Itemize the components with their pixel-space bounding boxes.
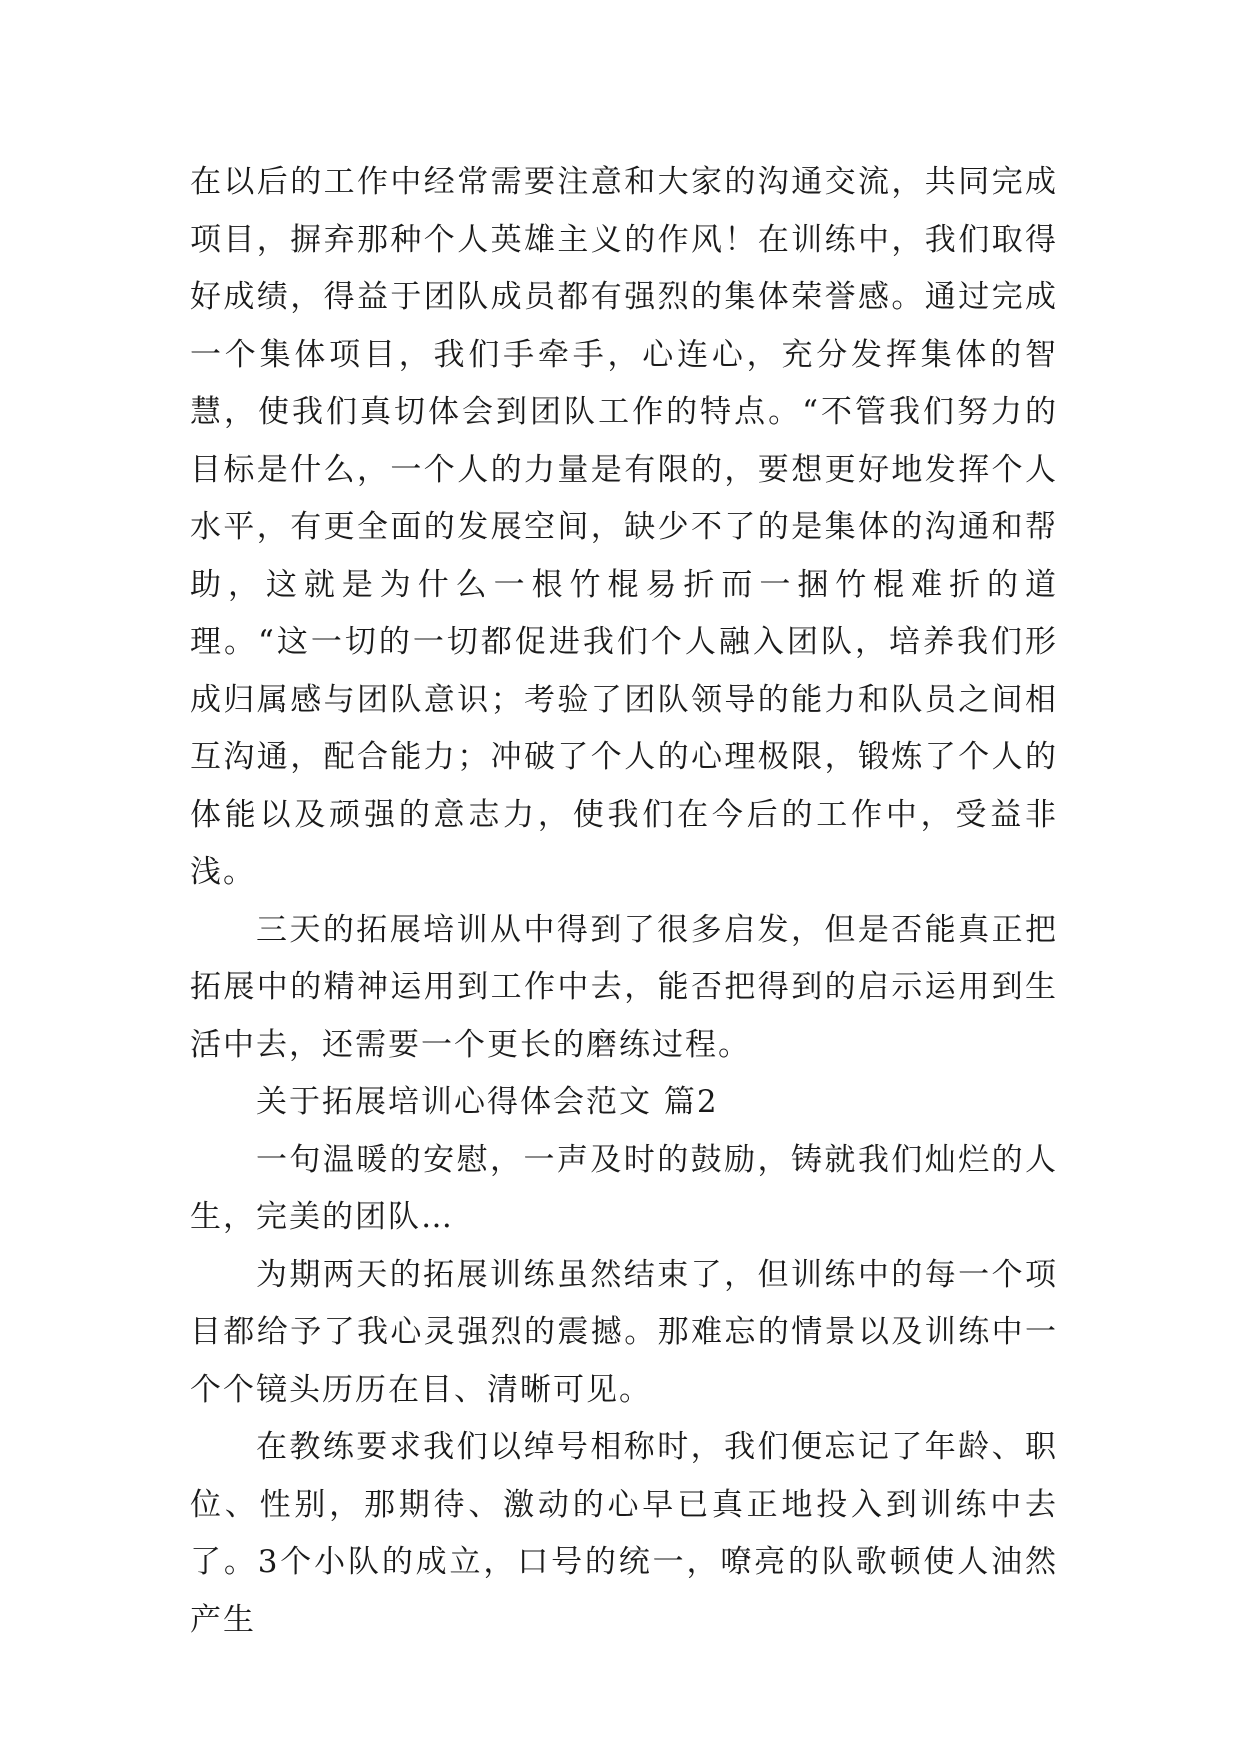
paragraph-2: 三天的拓展培训从中得到了很多启发，但是否能真正把拓展中的精神运用到工作中去，能否把得到的启示运用到生活中去，还需要一个更长的磨练过程。 bbox=[190, 911, 1058, 1063]
paragraph-1: 在以后的工作中经常需要注意和大家的沟通交流，共同完成项目，摒弃那种个人英雄主义的作风！在训练中，我们取得好成绩，得益于团队成员都有强烈的集体荣誉感。通过完成一个集体项目，我们手牵手，心连心，充分发挥集体的智慧，使我们真切体会到团队工作的特点。“不管我们努力的目标是什么，一个人的力量是有限的，要想更好地发挥个人水平，有更全面的发展空间，缺少不了的是集体的沟通和帮助，这就是为什么一根竹棍易折而一捆竹棍难折的道理。“这一切的一切都促进我们个人融入团队，培养我们形成归属感与团队意识；考验了团队领导的能力和队员之间相互沟通，配合能力；冲破了个人的心理极限，锻炼了个人的体能以及顽强的意志力，使我们在今后的工作中，受益非浅。 bbox=[190, 164, 1058, 890]
section-heading: 关于拓展培训心得体会范文 篇2 bbox=[256, 1084, 719, 1120]
paragraph-5: 在教练要求我们以绰号相称时，我们便忘记了年龄、职位、性别，那期待、激动的心早已真正地投入到训练中去了。3个小队的成立，口号的统一，嘹亮的队歌顿使人油然产生 bbox=[190, 1429, 1058, 1638]
document-page bbox=[190, 154, 1058, 1649]
paragraph-3: 一句温暖的安慰，一声及时的鼓励，铸就我们灿烂的人生，完美的团队… bbox=[190, 1141, 1058, 1235]
paragraph-4: 为期两天的拓展训练虽然结束了，但训练中的每一个项目都给予了我心灵强烈的震撼。那难忘的情景以及训练中一个个镜头历历在目、清晰可见。 bbox=[190, 1256, 1058, 1408]
